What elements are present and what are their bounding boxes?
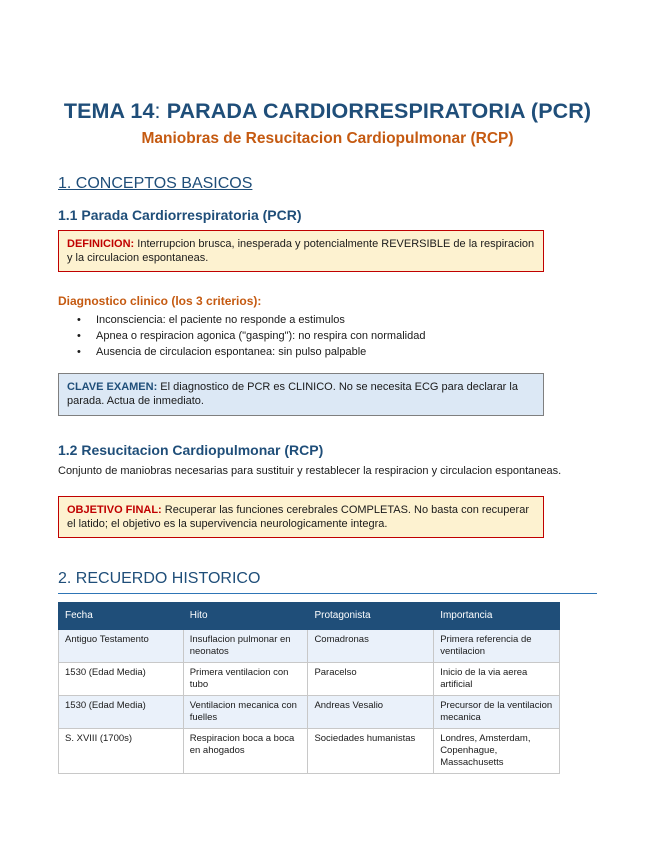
table-row bbox=[59, 630, 560, 663]
table-cell: Antiguo Testamento bbox=[59, 630, 184, 663]
table-row bbox=[59, 729, 560, 774]
table-cell: Comadronas bbox=[308, 630, 434, 663]
objective-label: OBJETIVO FINAL: bbox=[67, 504, 162, 516]
objective-text: Recuperar las funciones cerebrales COMPLETAS. No basta con recuperar el latido; el objetivo es la supervivencia neurologicamente integra. bbox=[67, 504, 529, 530]
list-item: • Apnea o respiracion agonica ("gasping"): no respira con normalidad bbox=[96, 328, 425, 344]
subsection-1-1-heading: 1.1 Parada Cardiorrespiratoria (PCR) bbox=[58, 207, 302, 223]
rcp-paragraph: Conjunto de maniobras necesarias para sustituir y restablecer la respiracion y circulacion espontaneas. bbox=[58, 465, 562, 477]
page-subtitle: Maniobras de Resucitacion Cardiopulmonar (RCP) bbox=[141, 130, 514, 147]
section-1-heading: 1. CONCEPTOS BASICOS bbox=[58, 175, 253, 192]
table-cell: S. XVIII (1700s) bbox=[59, 729, 184, 774]
table-cell: Ventilacion mecanica con fuelles bbox=[183, 696, 308, 729]
key-exam-label: CLAVE EXAMEN: bbox=[67, 381, 158, 393]
title-separator: : bbox=[154, 99, 161, 123]
diagnostic-title: Diagnostico clinico (los 3 criterios): bbox=[58, 294, 262, 308]
definition-label: DEFINICION: bbox=[67, 238, 135, 250]
section-2-heading: 2. RECUERDO HISTORICO bbox=[58, 570, 261, 587]
list-item: • Inconsciencia: el paciente no responde a estimulos bbox=[96, 312, 425, 328]
table-cell: 1530 (Edad Media) bbox=[59, 663, 184, 696]
column-header-protagonista: Protagonista bbox=[308, 603, 434, 630]
table-cell: Andreas Vesalio bbox=[308, 696, 434, 729]
subsection-1-2-heading: 1.2 Resucitacion Cardiopulmonar (RCP) bbox=[58, 442, 324, 458]
table-cell: 1530 (Edad Media) bbox=[59, 696, 184, 729]
table-cell: Inicio de la via aerea artificial bbox=[434, 663, 560, 696]
history-table bbox=[58, 602, 560, 774]
criteria-list bbox=[58, 312, 425, 360]
table-row bbox=[59, 696, 560, 729]
table-cell: Precursor de la ventilacion mecanica bbox=[434, 696, 560, 729]
title-rest: PARADA CARDIORRESPIRATORIA (PCR) bbox=[160, 99, 592, 123]
table-cell: Paracelso bbox=[308, 663, 434, 696]
key-exam-box bbox=[58, 373, 544, 416]
section-2-divider bbox=[58, 593, 597, 594]
list-item: • Ausencia de circulacion espontanea: sin pulso palpable bbox=[96, 344, 425, 360]
page-title bbox=[0, 99, 655, 124]
table-cell: Respiracion boca a boca en ahogados bbox=[183, 729, 308, 774]
objective-box bbox=[58, 496, 544, 538]
definition-box bbox=[58, 230, 544, 272]
definition-text: Interrupcion brusca, inesperada y potencialmente REVERSIBLE de la respiracion y la circulacion espontaneas. bbox=[67, 238, 535, 264]
title-prefix: TEMA 14 bbox=[63, 99, 155, 123]
table-cell: Londres, Amsterdam, Copenhague, Massachusetts bbox=[434, 729, 560, 774]
table-cell: Sociedades humanistas bbox=[308, 729, 434, 774]
table-cell: Primera ventilacion con tubo bbox=[183, 663, 308, 696]
column-header-fecha: Fecha bbox=[59, 603, 184, 630]
column-header-hito: Hito bbox=[183, 603, 308, 630]
table-header-row bbox=[59, 603, 560, 630]
table-row bbox=[59, 663, 560, 696]
table-cell: Primera referencia de ventilacion bbox=[434, 630, 560, 663]
key-exam-text: El diagnostico de PCR es CLINICO. No se necesita ECG para declarar la parada. Actua de inmediato. bbox=[67, 381, 518, 407]
column-header-importancia: Importancia bbox=[434, 603, 560, 630]
table-cell: Insuflacion pulmonar en neonatos bbox=[183, 630, 308, 663]
